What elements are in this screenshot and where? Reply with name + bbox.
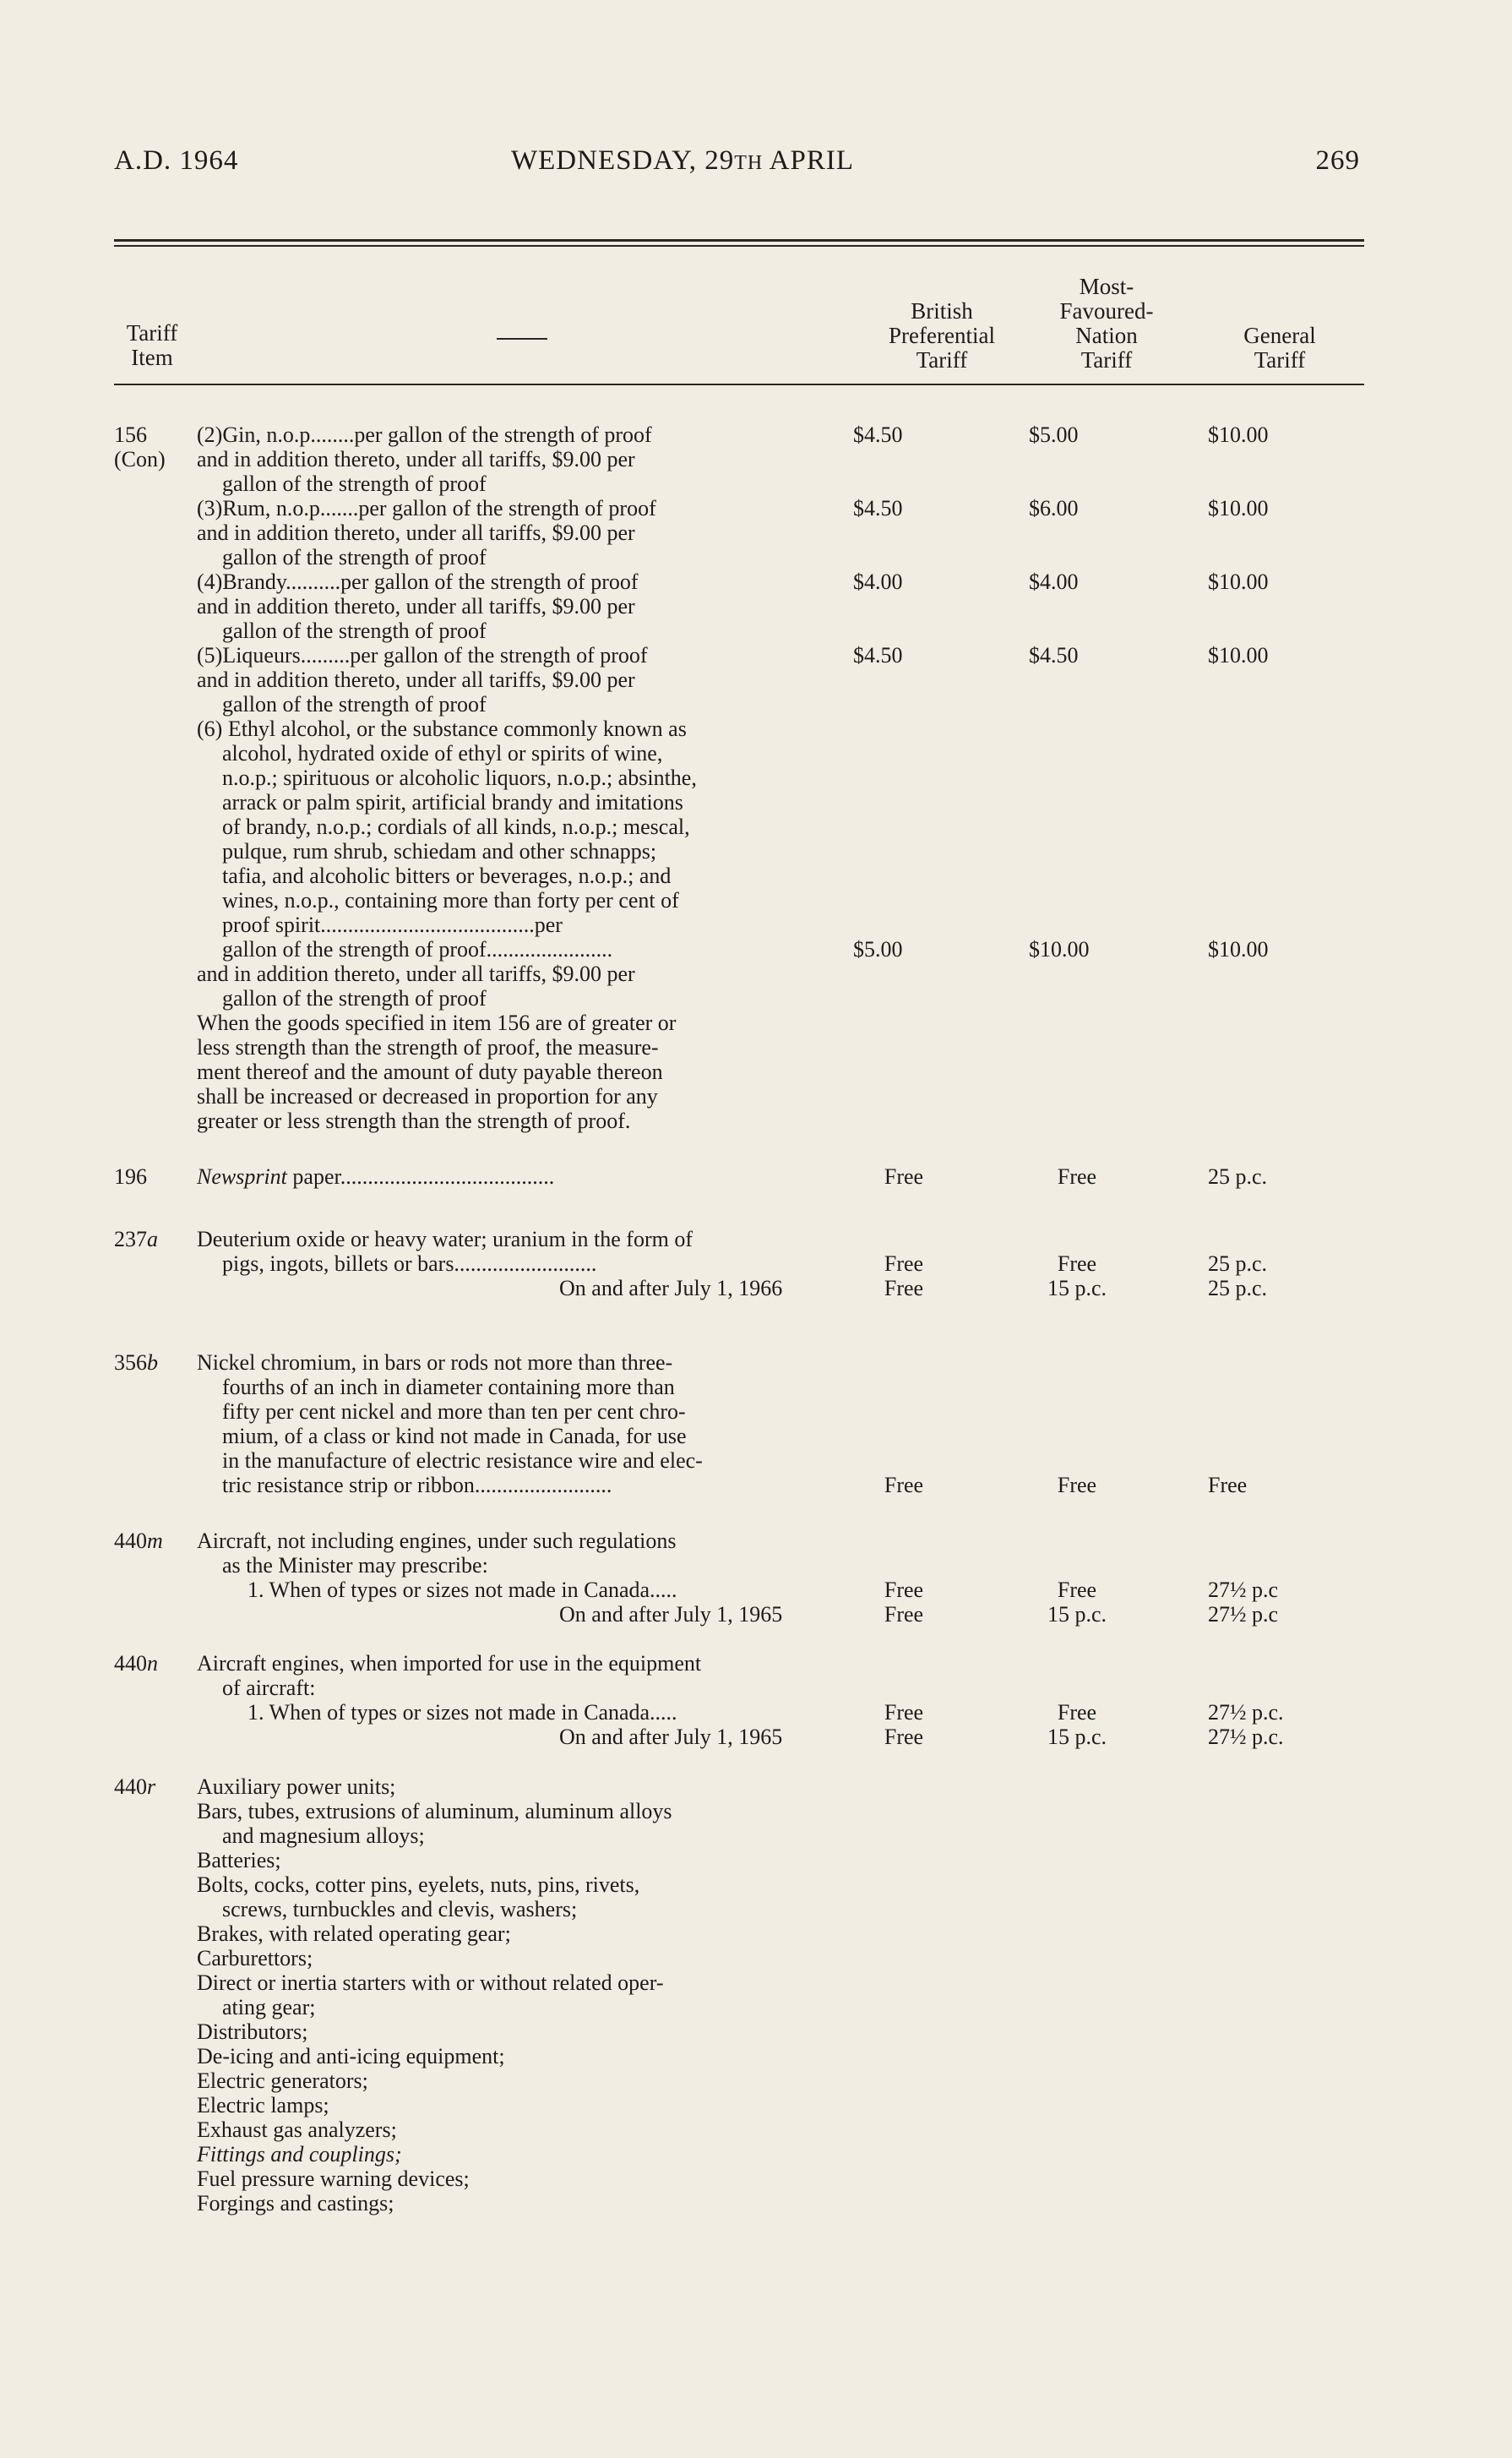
description-line: mium, of a class or kind not made in Canada, for use [222, 1424, 687, 1448]
description-line: n.o.p.; spirituous or alcoholic liquors, n.o.p.; absinthe, [222, 766, 697, 790]
header-rule-top [114, 239, 1364, 242]
description-line: Exhaust gas analyzers; [197, 2117, 397, 2142]
description-line: gallon of the strength of proof [222, 692, 487, 717]
item-number: 440n [114, 1651, 158, 1676]
description-line: tafia, and alcoholic bitters or beverages, n.o.p.; and [222, 864, 672, 888]
description-line: as the Minister may prescribe: [222, 1553, 488, 1578]
description-line: Bars, tubes, extrusions of aluminum, aluminum alloys [197, 1799, 672, 1823]
item-number-continued: (Con) [114, 447, 166, 471]
description-line: When the goods specified in item 156 are of greater or [197, 1011, 677, 1035]
description-line: fourths of an inch in diameter containing more than [222, 1375, 675, 1399]
rate-mfn: $5.00 [1029, 422, 1079, 447]
rate-mfn: $6.00 [1029, 496, 1079, 520]
description-line: screws, turnbuckles and clevis, washers; [222, 1897, 578, 1921]
description-line: proof spirit.......................................per [222, 913, 563, 937]
header-date: WEDNESDAY, 29TH APRIL [511, 145, 854, 176]
rate-general: 27½ p.c. [1208, 1700, 1284, 1725]
description-line: ment thereof and the amount of duty payable thereon [197, 1060, 663, 1084]
rate-mfn: Free [1057, 1700, 1097, 1725]
description-line: and in addition thereto, under all tariffs, $9.00 per [197, 668, 635, 692]
rate-general: $10.00 [1208, 937, 1269, 962]
description-line: and in addition thereto, under all tariffs, $9.00 per [197, 962, 635, 986]
rate-british: Free [884, 1602, 924, 1627]
rate-british: $4.00 [853, 570, 903, 594]
item-number: 237a [114, 1227, 158, 1251]
description-line: Newsprint paper....................................... [197, 1164, 555, 1189]
description-line: On and after July 1, 1965 [559, 1725, 783, 1749]
rate-british: $4.50 [853, 496, 903, 520]
header-year: A.D. 1964 [114, 145, 239, 176]
description-line: fifty per cent nickel and more than ten per cent chro- [222, 1399, 686, 1424]
description-line: (5)Liqueurs.........per gallon of the strength of proof [197, 643, 648, 668]
description-line: arrack or palm spirit, artificial brandy and imitations [222, 790, 683, 815]
item-number: 440r [114, 1774, 156, 1799]
description-line: Nickel chromium, in bars or rods not more than three- [197, 1350, 673, 1375]
item-number: 156 [114, 422, 147, 447]
description-line: (4)Brandy..........per gallon of the strength of proof [197, 570, 639, 594]
rate-british: Free [884, 1164, 924, 1189]
rate-general: 25 p.c. [1208, 1251, 1268, 1276]
page-number: 269 [1315, 145, 1360, 176]
rate-mfn: $4.00 [1029, 570, 1079, 594]
rate-general: Free [1208, 1473, 1248, 1497]
description-line: gallon of the strength of proof [222, 986, 487, 1011]
description-line: Deuterium oxide or heavy water; uranium in the form of [197, 1227, 693, 1251]
rate-british: $4.50 [853, 422, 903, 447]
rate-general: 25 p.c. [1208, 1164, 1268, 1189]
description-line: (2)Gin, n.o.p........per gallon of the strength of proof [197, 422, 652, 447]
description-line: 1. When of types or sizes not made in Canada..... [247, 1578, 677, 1602]
description-line: Aircraft, not including engines, under such regulations [197, 1529, 677, 1553]
rate-general: 27½ p.c [1208, 1602, 1279, 1627]
rate-mfn: $10.00 [1029, 937, 1090, 962]
description-line: On and after July 1, 1965 [559, 1602, 783, 1627]
header-rule-bottom [114, 245, 1364, 247]
column-head-most-favoured-nation: Most- Favoured- Nation Tariff [1059, 274, 1154, 373]
description-line: 1. When of types or sizes not made in Canada..... [247, 1700, 677, 1725]
description-line: Electric generators; [197, 2068, 368, 2093]
rate-british: Free [884, 1725, 924, 1749]
rate-british: Free [884, 1251, 924, 1276]
rate-mfn: 15 p.c. [1047, 1276, 1107, 1300]
description-line: Direct or inertia starters with or without related oper- [197, 1970, 664, 1995]
description-line: Distributors; [197, 2019, 308, 2044]
running-header [114, 145, 1360, 179]
rate-british: Free [884, 1578, 924, 1602]
column-head-tariff-item: Tariff Item [126, 320, 178, 370]
rate-mfn: 15 p.c. [1047, 1602, 1107, 1627]
description-line: Batteries; [197, 1848, 281, 1872]
description-line: and in addition thereto, under all tariffs, $9.00 per [197, 594, 635, 619]
description-line: (6) Ethyl alcohol, or the substance commonly known as [197, 717, 687, 741]
item-number: 356b [114, 1350, 158, 1375]
rate-general: $10.00 [1208, 570, 1269, 594]
description-line: in the manufacture of electric resistance wire and elec- [222, 1448, 703, 1473]
description-line: Electric lamps; [197, 2093, 329, 2117]
description-line: Brakes, with related operating gear; [197, 1921, 511, 1946]
description-line: Fuel pressure warning devices; [197, 2166, 470, 2191]
description-line: Forgings and castings; [197, 2191, 394, 2215]
description-line: On and after July 1, 1966 [559, 1276, 783, 1300]
description-line: De-icing and anti-icing equipment; [197, 2044, 505, 2068]
rate-mfn: 15 p.c. [1047, 1725, 1107, 1749]
rate-general: $10.00 [1208, 643, 1269, 668]
rate-general: $10.00 [1208, 422, 1269, 447]
rate-mfn: Free [1057, 1164, 1097, 1189]
description-line: and in addition thereto, under all tariffs, $9.00 per [197, 520, 635, 545]
column-head-rule [114, 384, 1364, 385]
rate-mfn: Free [1057, 1578, 1097, 1602]
description-line: pulque, rum shrub, schiedam and other schnapps; [222, 839, 657, 864]
column-head-general: General Tariff [1243, 323, 1316, 373]
rate-mfn: $4.50 [1029, 643, 1079, 668]
column-head-british-preferential: British Preferential Tariff [889, 298, 995, 373]
rate-british: Free [884, 1473, 924, 1497]
description-line: of brandy, n.o.p.; cordials of all kinds, n.o.p.; mescal, [222, 815, 690, 839]
rate-general: 25 p.c. [1208, 1276, 1268, 1300]
description-line: wines, n.o.p., containing more than forty per cent of [222, 888, 679, 913]
rate-mfn: Free [1057, 1473, 1097, 1497]
rate-general: 27½ p.c. [1208, 1725, 1284, 1749]
description-line: ating gear; [222, 1995, 316, 2019]
item-number: 196 [114, 1164, 147, 1189]
description-line: less strength than the strength of proof, the measure- [197, 1035, 659, 1060]
description-line: (3)Rum, n.o.p.......per gallon of the strength of proof [197, 496, 656, 520]
description-line: gallon of the strength of proof [222, 545, 487, 570]
description-line: greater or less strength than the strength of proof. [197, 1109, 631, 1133]
description-line: gallon of the strength of proof....................... [222, 937, 613, 962]
description-line: tric resistance strip or ribbon......................... [222, 1473, 612, 1497]
description-line: and magnesium alloys; [222, 1823, 425, 1848]
description-line: of aircraft: [222, 1676, 316, 1700]
description-line: Fittings and couplings; [197, 2142, 402, 2166]
rate-british: Free [884, 1276, 924, 1300]
rate-general: 27½ p.c [1208, 1578, 1279, 1602]
description-line: Carburettors; [197, 1946, 313, 1970]
description-line: Bolts, cocks, cotter pins, eyelets, nuts, pins, rivets, [197, 1872, 640, 1897]
rate-british: $5.00 [853, 937, 903, 962]
description-line: and in addition thereto, under all tariffs, $9.00 per [197, 447, 635, 471]
rate-british: $4.50 [853, 643, 903, 668]
rate-general: $10.00 [1208, 496, 1269, 520]
description-line: shall be increased or decreased in proportion for any [197, 1084, 658, 1109]
description-line: gallon of the strength of proof [222, 619, 487, 643]
description-line: gallon of the strength of proof [222, 471, 487, 496]
item-number: 440m [114, 1529, 163, 1553]
description-line: Auxiliary power units; [197, 1774, 396, 1799]
description-line: pigs, ingots, billets or bars.......................... [222, 1251, 597, 1276]
rate-british: Free [884, 1700, 924, 1725]
description-line: alcohol, hydrated oxide of ethyl or spirits of wine, [222, 741, 663, 766]
rate-mfn: Free [1057, 1251, 1097, 1276]
description-line: Aircraft engines, when imported for use in the equipment [197, 1651, 702, 1676]
column-head-description-dash [497, 338, 547, 340]
